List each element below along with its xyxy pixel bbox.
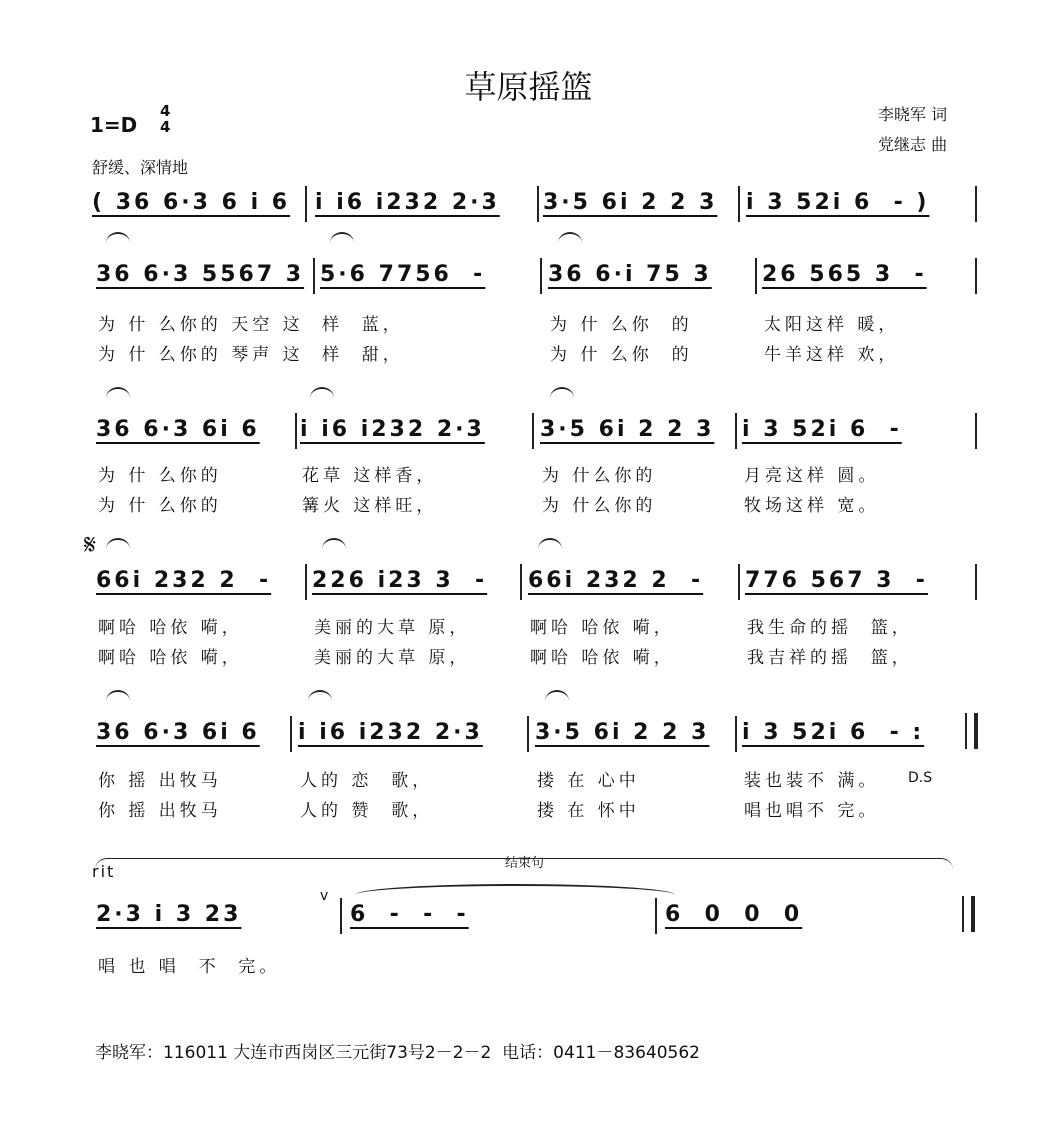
measure: 226 i23 3 - xyxy=(312,568,488,593)
barline xyxy=(735,716,737,752)
breath-mark: v xyxy=(320,888,329,904)
measure: 6 - - - xyxy=(350,902,469,927)
lyric-segment: 你 摇 出牧马 xyxy=(98,801,222,821)
lyric-segment: 我吉祥的摇 篮， xyxy=(747,648,913,668)
lyric-segment: 月亮这样 圆。 xyxy=(744,466,880,486)
barline xyxy=(305,186,307,222)
lyric-segment: 为 什 么你 的 xyxy=(550,315,693,335)
tie xyxy=(355,884,675,906)
lyric-segment: 啊哈 哈依 嗬， xyxy=(530,618,675,638)
lyric-segment: 样 甜， xyxy=(322,345,404,365)
lyric-segment: 装也装不 满。 xyxy=(744,771,880,791)
time-sig-top: 4 xyxy=(160,102,171,120)
slur xyxy=(322,538,346,560)
measure: 66i 232 2 - xyxy=(96,568,272,593)
lyric-segment: 唱也唱不 完。 xyxy=(744,801,880,821)
contact-footer: 李晓军：116011 大连市西岗区三元街73号2－2－2 电话：0411－83640562 xyxy=(95,1043,700,1063)
measure: ( 36 6·3 6 i 6 xyxy=(92,190,291,215)
slur xyxy=(106,387,130,409)
measure: 36 6·3 6i 6 xyxy=(96,417,260,442)
lyric-segment: 花草 这样香， xyxy=(302,466,438,486)
lyric-segment: 为 什 么你的 xyxy=(98,496,222,516)
measure: 26 565 3 - xyxy=(762,262,927,287)
lyric-segment: 你 摇 出牧马 xyxy=(98,771,222,791)
lyric-segment: 我生命的摇 篮， xyxy=(747,618,913,638)
barline xyxy=(975,413,977,449)
time-sig-bottom: 4 xyxy=(160,118,171,136)
lyric-segment: 啊哈 哈依 嗬， xyxy=(530,648,675,668)
tempo-marking: 舒缓、深情地 xyxy=(92,158,189,177)
slur xyxy=(558,232,582,254)
lyric-segment: 人的 赞 歌， xyxy=(300,801,434,821)
lyric-segment: 为 什 么你的 xyxy=(98,466,222,486)
measure: 2·3 i 3 23 xyxy=(96,902,242,927)
measure: 36 6·3 6i 6 xyxy=(96,720,260,745)
barline xyxy=(313,258,315,294)
lyric-segment: 搂 在 心中 xyxy=(537,771,640,791)
barline xyxy=(305,564,307,600)
barline xyxy=(537,186,539,222)
rit-marking: rit xyxy=(92,862,116,881)
measure: 6 0 0 0 xyxy=(665,902,803,927)
lyric-segment: 啊哈 哈依 嗬， xyxy=(98,618,243,638)
lyric-segment: 太阳这样 暖， xyxy=(764,315,900,335)
measure: 66i 232 2 - xyxy=(528,568,704,593)
barline xyxy=(295,413,297,449)
barline xyxy=(975,564,977,600)
barline xyxy=(735,413,737,449)
ending-label: 结束句 xyxy=(505,856,545,871)
measure: i i6 i232 2·3 xyxy=(298,720,483,745)
barline xyxy=(540,258,542,294)
barline xyxy=(290,716,292,752)
ds-marking: D.S xyxy=(908,770,933,786)
song-title: 草原摇篮 xyxy=(464,68,593,106)
barline xyxy=(975,186,977,222)
measure: 3·5 6i 2 2 3 xyxy=(535,720,710,745)
lyric-segment: 牧场这样 宽。 xyxy=(744,496,880,516)
lyric-segment: 为 什 么你的 琴声 这 xyxy=(98,345,304,365)
slur xyxy=(550,387,574,409)
ending-bracket xyxy=(95,858,953,873)
slur xyxy=(106,538,130,560)
final-barline xyxy=(962,896,975,932)
measure: i 3 52i 6 - : xyxy=(742,720,925,745)
composer: 党继志 曲 xyxy=(878,135,948,154)
lyric-segment: 为 什 么你的 天空 这 xyxy=(98,315,304,335)
lyric-segment: 为 什么你的 xyxy=(542,496,657,516)
barline xyxy=(532,413,534,449)
lyricist: 李晓军 词 xyxy=(878,105,948,124)
barline xyxy=(755,258,757,294)
lyric-segment: 人的 恋 歌， xyxy=(300,771,434,791)
barline xyxy=(340,898,342,934)
slur xyxy=(545,690,569,712)
barline xyxy=(738,564,740,600)
slur xyxy=(538,538,562,560)
barline xyxy=(520,564,522,600)
lyric-segment: 篝火 这样旺， xyxy=(302,496,438,516)
lyric-segment: 样 蓝， xyxy=(322,315,404,335)
lyric-segment: 为 什么你的 xyxy=(542,466,657,486)
barline xyxy=(527,716,529,752)
measure: 3·5 6i 2 2 3 xyxy=(543,190,718,215)
measure: i i6 i232 2·3 xyxy=(300,417,485,442)
slur xyxy=(310,387,334,409)
lyric-segment: 牛羊这样 欢， xyxy=(764,345,900,365)
measure: 5·6 7756 - xyxy=(320,262,486,287)
measure: 36 6·3 5567 3 xyxy=(96,262,305,287)
measure: 776 567 3 - xyxy=(745,568,928,593)
key-signature: 1=D xyxy=(90,113,138,137)
lyric-segment: 美丽的大草 原， xyxy=(314,648,471,668)
lyric-segment: 唱 也 唱 不 完。 xyxy=(98,957,281,977)
barline xyxy=(975,258,977,294)
slur xyxy=(106,690,130,712)
slur xyxy=(330,232,354,254)
segno-sign: 𝄋 xyxy=(84,528,97,561)
measure: 36 6·i 75 3 xyxy=(548,262,712,287)
lyric-segment: 啊哈 哈依 嗬， xyxy=(98,648,243,668)
slur xyxy=(106,232,130,254)
measure: 3·5 6i 2 2 3 xyxy=(540,417,715,442)
lyric-segment: 美丽的大草 原， xyxy=(314,618,471,638)
time-signature xyxy=(160,103,170,135)
measure: i 3 52i 6 - xyxy=(742,417,902,442)
measure: i 3 52i 6 - ) xyxy=(746,190,930,215)
barline xyxy=(738,186,740,222)
final-barline xyxy=(965,713,978,749)
lyric-segment: 搂 在 怀中 xyxy=(537,801,640,821)
lyric-segment: 为 什 么你 的 xyxy=(550,345,693,365)
measure: i i6 i232 2·3 xyxy=(315,190,500,215)
slur xyxy=(308,690,332,712)
